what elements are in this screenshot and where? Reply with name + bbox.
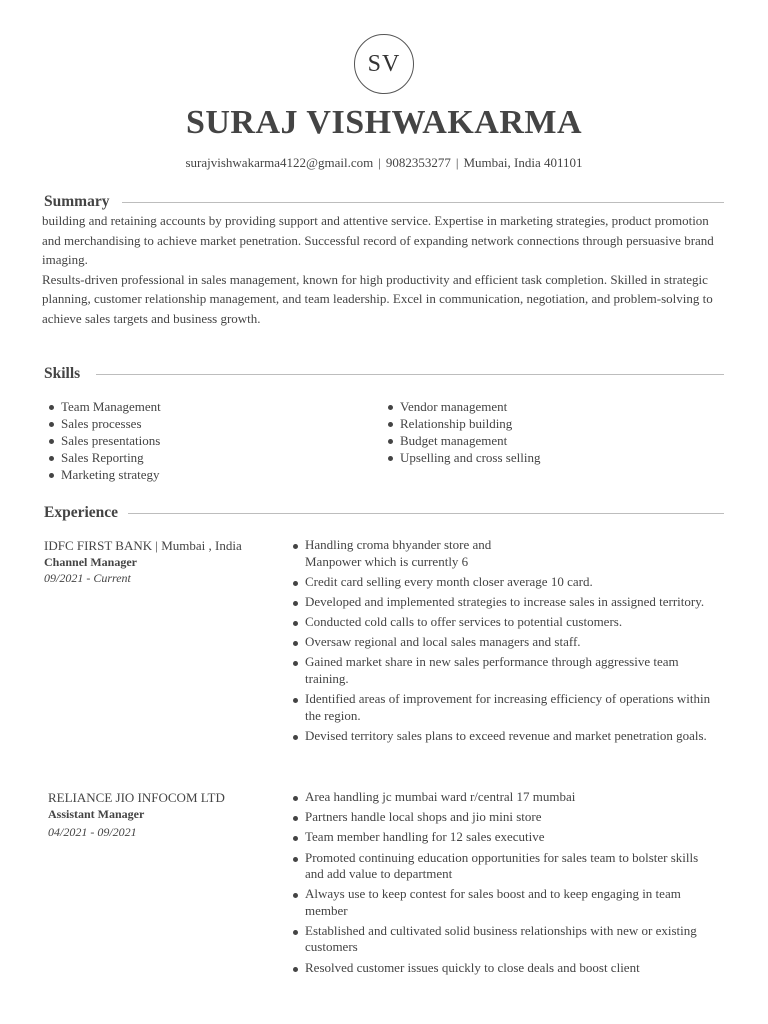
duty-item: Promoted continuing education opportunities for sales team to bolster skills and add value to department bbox=[292, 850, 712, 883]
job-duties-reliance bbox=[292, 789, 712, 980]
duty-item: Team member handling for 12 sales executive bbox=[292, 829, 712, 846]
duty-item: Partners handle local shops and jio mini store bbox=[292, 809, 712, 826]
skill-item: Sales processes bbox=[48, 415, 368, 432]
duty-item: Devised territory sales plans to exceed revenue and market penetration goals. bbox=[292, 728, 712, 745]
job-entry-idfc bbox=[44, 538, 274, 587]
summary-text bbox=[42, 211, 722, 328]
job-title: Channel Manager bbox=[44, 555, 137, 569]
skills-list-right bbox=[387, 398, 717, 466]
skill-item: Sales presentations bbox=[48, 432, 368, 449]
summary-heading: Summary bbox=[44, 193, 110, 210]
skills-list-left bbox=[48, 398, 368, 483]
duty-item: Handling croma bhyander store and Manpower which is currently 6 bbox=[292, 537, 520, 570]
duty-item: Area handling jc mumbai ward r/central 17 mumbai bbox=[292, 789, 712, 806]
duty-item: Identified areas of improvement for increasing efficiency of operations within the region. bbox=[292, 691, 712, 724]
job-dates: 04/2021 - 09/2021 bbox=[48, 825, 137, 839]
skills-heading: Skills bbox=[44, 365, 81, 382]
duty-item: Established and cultivated solid business relationships with new or existing customers bbox=[292, 923, 712, 956]
job-entry-reliance bbox=[48, 790, 278, 841]
initials-monogram: SV bbox=[354, 34, 414, 94]
duty-item: Developed and implemented strategies to increase sales in assigned territory. bbox=[292, 594, 712, 611]
location: Mumbai, India 401101 bbox=[463, 155, 583, 170]
skills-divider bbox=[96, 374, 724, 375]
job-title: Assistant Manager bbox=[48, 807, 145, 821]
summary-paragraph: building and retaining accounts by providing support and attentive service. Expertise in marketing strategies, product promotion and merchandising to achieve market penetration. Successful record of expanding network connections through persuasive brand imaging. bbox=[42, 213, 714, 267]
duty-item: Resolved customer issues quickly to close deals and boost client bbox=[292, 960, 712, 977]
job-duties-idfc bbox=[292, 537, 712, 748]
duty-item: Gained market share in new sales performance through aggressive team training. bbox=[292, 654, 712, 687]
duty-item: Oversaw regional and local sales managers and staff. bbox=[292, 634, 712, 651]
candidate-name: SURAJ VISHWAKARMA bbox=[185, 104, 583, 141]
summary-divider bbox=[122, 202, 724, 203]
summary-paragraph: Results-driven professional in sales management, known for high productivity and efficient task completion. Skilled in strategic planning, customer relationship management, and team leadership. Excel in communication, negotiation, and problem-solving to achieve sales targets and business growth. bbox=[42, 271, 713, 326]
skill-item: Marketing strategy bbox=[48, 466, 368, 483]
duty-item: Always use to keep contest for sales boost and to keep engaging in team member bbox=[292, 886, 712, 919]
contact-separator: | bbox=[378, 155, 381, 170]
skill-item: Relationship building bbox=[387, 415, 717, 432]
skill-item: Team Management bbox=[48, 398, 368, 415]
experience-heading: Experience bbox=[44, 504, 119, 521]
contact-separator: | bbox=[455, 155, 459, 170]
duty-item: Conducted cold calls to offer services to potential customers. bbox=[292, 614, 712, 631]
employer: IDFC FIRST BANK | Mumbai , India bbox=[44, 538, 242, 553]
contact-line bbox=[0, 155, 768, 171]
skill-item: Sales Reporting bbox=[48, 449, 368, 466]
email: surajvishwakarma4122@gmail.com bbox=[185, 155, 374, 170]
experience-divider bbox=[128, 513, 724, 514]
skill-item: Budget management bbox=[387, 432, 717, 449]
job-dates: 09/2021 - Current bbox=[44, 571, 131, 585]
skill-item: Vendor management bbox=[387, 398, 717, 415]
employer: RELIANCE JIO INFOCOM LTD bbox=[48, 790, 225, 805]
skill-item: Upselling and cross selling bbox=[387, 449, 717, 466]
duty-item: Credit card selling every month closer average 10 card. bbox=[292, 574, 712, 591]
phone: 9082353277 bbox=[385, 155, 451, 170]
